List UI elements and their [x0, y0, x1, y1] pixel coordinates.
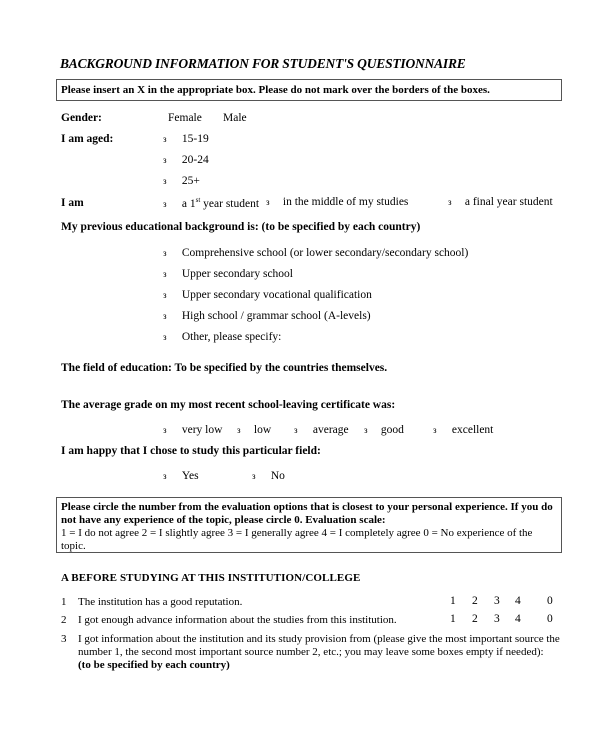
checkbox-icon: з	[163, 134, 167, 144]
item-3-line-1: I got information about the institution and its study provision from (please give the most important source the	[78, 633, 560, 645]
education-option[interactable]	[163, 268, 293, 280]
education-option-label: Comprehensive school (or lower secondary/secondary school)	[181, 247, 469, 259]
study-year-option-label: in the middle of my studies	[282, 196, 409, 208]
education-option[interactable]	[163, 247, 468, 259]
checkbox-icon: з	[294, 425, 298, 435]
happy-option-label: No	[270, 470, 285, 482]
checkbox-icon: з	[163, 311, 167, 321]
education-option-label: Upper secondary vocational qualification	[181, 289, 372, 301]
study-year-label: I am	[61, 197, 84, 209]
education-option-label: Other, please specify:	[181, 331, 282, 343]
happy-option-no[interactable]	[252, 470, 285, 482]
education-option[interactable]	[163, 331, 281, 343]
instruction-text: Please insert an X in the appropriate box. Please do not mark over the borders of the boxes.	[61, 84, 490, 96]
scale-option-4[interactable]: 4	[515, 595, 521, 607]
education-option[interactable]	[163, 289, 372, 301]
checkbox-icon: з	[163, 471, 167, 481]
scale-option-2[interactable]: 2	[472, 613, 478, 625]
study-year-option-suffix: year student	[200, 197, 260, 210]
checkbox-icon: з	[163, 248, 167, 258]
study-year-option-prefix: a 1	[181, 197, 196, 210]
evaluation-line-4: topic.	[61, 540, 86, 552]
page-title: BACKGROUND INFORMATION FOR STUDENT'S QUESTIONNAIRE	[60, 56, 466, 71]
scale-option-2[interactable]: 2	[472, 595, 478, 607]
checkbox-icon: з	[163, 425, 167, 435]
education-option-label: Upper secondary school	[181, 268, 294, 280]
scale-option-1[interactable]: 1	[450, 595, 456, 607]
study-year-option-final[interactable]	[448, 196, 553, 208]
age-option-label: 15-19	[181, 133, 209, 145]
scale-option-0[interactable]: 0	[547, 613, 553, 625]
scale-option-1[interactable]: 1	[450, 613, 456, 625]
study-year-option-middle[interactable]	[266, 196, 408, 208]
gender-label: Gender:	[61, 112, 102, 124]
education-option-label: High school / grammar school (A-levels)	[181, 310, 371, 322]
age-option-20-24[interactable]	[163, 154, 209, 166]
gender-option-male[interactable]: Male	[223, 112, 247, 124]
grade-option-label: very low	[181, 424, 223, 436]
grade-option-average[interactable]	[294, 424, 349, 436]
evaluation-box	[56, 497, 562, 553]
study-year-option-first[interactable]	[163, 196, 259, 210]
age-option-label: 20-24	[181, 154, 209, 166]
checkbox-icon: з	[163, 269, 167, 279]
checkbox-icon: з	[163, 290, 167, 300]
grade-option-label: excellent	[451, 424, 494, 436]
grade-option-very-low[interactable]	[163, 424, 222, 436]
grade-option-label: average	[312, 424, 349, 436]
evaluation-line-3: 1 = I do not agree 2 = I slightly agree 3 = I generally agree 4 = I completely agree 0 = No experience of the	[61, 527, 533, 539]
scale-option-0[interactable]: 0	[547, 595, 553, 607]
study-year-option-label: a final year student	[464, 196, 553, 208]
section-a-heading: A BEFORE STUDYING AT THIS INSTITUTION/COLLEGE	[61, 572, 361, 584]
age-option-label: 25+	[181, 175, 200, 187]
checkbox-icon: з	[364, 425, 368, 435]
happy-label: I am happy that I chose to study this particular field:	[61, 445, 321, 457]
age-option-25-plus[interactable]	[163, 175, 200, 187]
age-label: I am aged:	[61, 133, 114, 145]
grade-option-label: low	[253, 424, 272, 436]
checkbox-icon: з	[433, 425, 437, 435]
checkbox-icon: з	[163, 198, 167, 209]
happy-option-label: Yes	[181, 470, 199, 482]
item-number: 3	[61, 633, 67, 645]
item-3-line-2: number 1, the second most important source number 2, etc.; you may leave some boxes empty if needed):	[78, 646, 544, 658]
checkbox-icon: з	[163, 332, 167, 342]
grade-label: The average grade on my most recent school-leaving certificate was:	[61, 399, 396, 411]
study-year-option-sup: st	[195, 196, 201, 204]
age-option-15-19[interactable]	[163, 133, 209, 145]
grade-option-low[interactable]	[237, 424, 271, 436]
instruction-box	[56, 79, 562, 101]
item-number: 1	[61, 596, 67, 608]
grade-option-label: good	[380, 424, 404, 436]
field-of-education-label: The field of education: To be specified by the countries themselves.	[61, 362, 388, 374]
checkbox-icon: з	[266, 197, 270, 207]
checkbox-icon: з	[163, 155, 167, 165]
checkbox-icon: з	[237, 425, 241, 435]
education-option[interactable]	[163, 310, 371, 322]
scale-option-4[interactable]: 4	[515, 613, 521, 625]
grade-option-good[interactable]	[364, 424, 404, 436]
grade-option-excellent[interactable]	[433, 424, 493, 436]
gender-option-female[interactable]: Female	[168, 112, 202, 124]
checkbox-icon: з	[163, 176, 167, 186]
evaluation-line-1: Please circle the number from the evaluation options that is closest to your personal experience. If you do	[61, 501, 553, 513]
item-text: The institution has a good reputation.	[78, 596, 243, 608]
education-label: My previous educational background is: (to be specified by each country)	[61, 221, 421, 233]
happy-option-yes[interactable]	[163, 470, 199, 482]
checkbox-icon: з	[448, 197, 452, 207]
item-number: 2	[61, 614, 67, 626]
evaluation-line-2: not have any experience of the topic, please circle 0. Evaluation scale:	[61, 514, 386, 526]
scale-option-3[interactable]: 3	[494, 613, 500, 625]
item-3-line-3: (to be specified by each country)	[78, 659, 230, 671]
checkbox-icon: з	[252, 471, 256, 481]
scale-option-3[interactable]: 3	[494, 595, 500, 607]
item-text: I got enough advance information about the studies from this institution.	[78, 614, 397, 626]
